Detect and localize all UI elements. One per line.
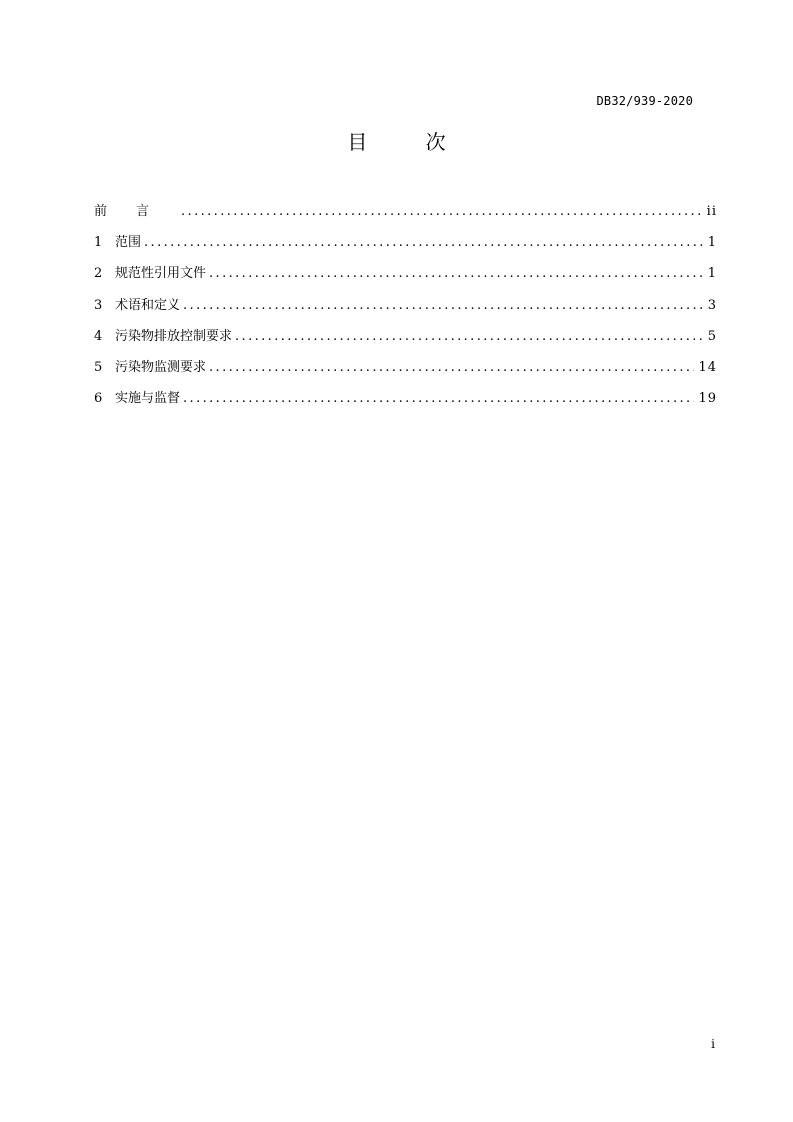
- toc-dot-leader: [235, 329, 703, 344]
- toc-dot-leader: [144, 235, 703, 250]
- toc-entry-page: 1: [707, 266, 717, 282]
- toc-dot-leader: [209, 266, 703, 281]
- toc-entry-label: 规范性引用文件: [115, 266, 207, 282]
- toc-entry-number: 1: [94, 235, 103, 251]
- toc-entry-page: 1: [707, 235, 717, 251]
- toc-entry-implementation[interactable]: [94, 387, 717, 418]
- toc-entry-number: 6: [94, 391, 103, 407]
- toc-entry-page: ii: [706, 204, 717, 219]
- toc-dot-leader: [183, 298, 703, 313]
- toc-entry-normative-references[interactable]: [94, 262, 717, 293]
- toc-entry-page: 19: [698, 391, 717, 407]
- toc-entry-page: 3: [707, 297, 717, 313]
- toc-entry-label: 实施与监督: [115, 391, 181, 407]
- toc-entry-label: 前言: [94, 204, 179, 219]
- toc-entry-number: 4: [94, 328, 103, 344]
- toc-entry-label: 污染物监测要求: [115, 359, 207, 375]
- toc-entry-label: 术语和定义: [115, 297, 181, 313]
- toc-entry-page: 14: [698, 359, 717, 375]
- toc-entry-terms-definitions[interactable]: [94, 294, 717, 325]
- toc-title: 目 次: [347, 130, 472, 154]
- toc-entry-label: 范围: [115, 235, 142, 251]
- toc-dot-leader: [183, 391, 694, 406]
- table-of-contents: [94, 200, 717, 418]
- toc-entry-emission-control[interactable]: [94, 325, 717, 356]
- toc-entry-foreword[interactable]: [94, 200, 717, 231]
- toc-entry-number: 3: [94, 297, 103, 313]
- page-number: i: [711, 1037, 715, 1051]
- toc-entry-number: 2: [94, 266, 103, 282]
- toc-dot-leader: [181, 204, 703, 219]
- toc-entry-monitoring[interactable]: [94, 356, 717, 387]
- toc-dot-leader: [209, 360, 694, 375]
- toc-entry-label: 污染物排放控制要求: [115, 328, 233, 344]
- toc-entry-scope[interactable]: [94, 231, 717, 262]
- toc-entry-number: 5: [94, 359, 103, 375]
- document-code: DB32/939-2020: [596, 94, 693, 108]
- toc-entry-page: 5: [707, 328, 717, 344]
